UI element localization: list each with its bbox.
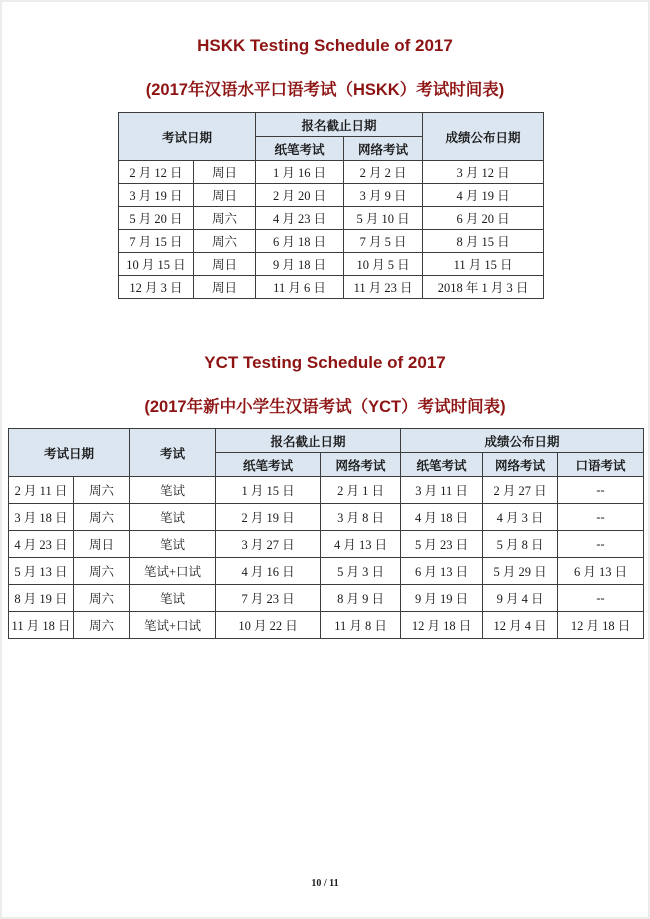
table-row xyxy=(9,558,644,585)
table-row xyxy=(119,161,544,184)
table-cell: 周日 xyxy=(194,253,256,276)
hskk-header-paper-test: 纸笔考试 xyxy=(256,137,344,161)
table-row xyxy=(9,585,644,612)
table-cell: 11 月 6 日 xyxy=(256,276,344,299)
table-cell: 6 月 20 日 xyxy=(423,207,544,230)
page-number: 10 / 11 xyxy=(311,878,339,889)
table-cell: 周六 xyxy=(194,230,256,253)
yct-header-row-1 xyxy=(9,429,644,453)
table-cell: 11 月 23 日 xyxy=(344,276,423,299)
table-cell: 12 月 18 日 xyxy=(401,612,483,639)
table-cell: 周日 xyxy=(194,184,256,207)
table-cell: 3 月 27 日 xyxy=(216,531,321,558)
table-cell: 周六 xyxy=(74,612,130,639)
table-cell: 2 月 1 日 xyxy=(321,477,401,504)
table-cell: 4 月 18 日 xyxy=(401,504,483,531)
yct-header-score-oral-test: 口语考试 xyxy=(558,453,644,477)
table-cell: 12 月 4 日 xyxy=(483,612,558,639)
table-cell: 周日 xyxy=(74,531,130,558)
table-cell: 12 月 3 日 xyxy=(119,276,194,299)
table-cell: 11 月 18 日 xyxy=(9,612,74,639)
table-cell: 周六 xyxy=(74,558,130,585)
table-cell: 3 月 9 日 xyxy=(344,184,423,207)
table-cell: 2 月 12 日 xyxy=(119,161,194,184)
yct-header-score-release: 成绩公布日期 xyxy=(401,429,644,453)
table-cell: 11 月 15 日 xyxy=(423,253,544,276)
table-cell: 周日 xyxy=(194,161,256,184)
table-cell: -- xyxy=(558,585,644,612)
table-cell: 7 月 23 日 xyxy=(216,585,321,612)
table-cell: 3 月 11 日 xyxy=(401,477,483,504)
hskk-header-score-release: 成绩公布日期 xyxy=(423,113,544,161)
yct-header-score-paper-test: 纸笔考试 xyxy=(401,453,483,477)
table-cell: 笔试 xyxy=(130,477,216,504)
table-cell: 5 月 23 日 xyxy=(401,531,483,558)
table-cell: 2 月 19 日 xyxy=(216,504,321,531)
table-cell: 笔试 xyxy=(130,585,216,612)
table-row xyxy=(9,531,644,558)
yct-header-reg-internet-test: 网络考试 xyxy=(321,453,401,477)
table-cell: 周日 xyxy=(194,276,256,299)
table-cell: 11 月 8 日 xyxy=(321,612,401,639)
table-cell: 5 月 10 日 xyxy=(344,207,423,230)
table-cell: 5 月 29 日 xyxy=(483,558,558,585)
hskk-title-chinese: (2017年汉语水平口语考试（HSKK）考试时间表) xyxy=(145,81,505,99)
table-cell: 笔试+口试 xyxy=(130,612,216,639)
table-row xyxy=(119,253,544,276)
table-row xyxy=(119,276,544,299)
hskk-header-reg-deadline: 报名截止日期 xyxy=(256,113,423,137)
table-cell: -- xyxy=(558,477,644,504)
table-cell: 3 月 19 日 xyxy=(119,184,194,207)
table-cell: 5 月 3 日 xyxy=(321,558,401,585)
table-cell: 笔试 xyxy=(130,504,216,531)
table-cell: 5 月 13 日 xyxy=(9,558,74,585)
table-cell: 4 月 13 日 xyxy=(321,531,401,558)
table-cell: 3 月 8 日 xyxy=(321,504,401,531)
table-cell: 9 月 18 日 xyxy=(256,253,344,276)
table-row xyxy=(119,207,544,230)
table-cell: 7 月 15 日 xyxy=(119,230,194,253)
table-cell: 周六 xyxy=(74,585,130,612)
table-cell: 7 月 5 日 xyxy=(344,230,423,253)
table-cell: 笔试 xyxy=(130,531,216,558)
table-cell: 周六 xyxy=(194,207,256,230)
hskk-schedule-table xyxy=(118,112,544,299)
table-cell: 1 月 16 日 xyxy=(256,161,344,184)
table-cell: 6 月 13 日 xyxy=(401,558,483,585)
table-row xyxy=(9,477,644,504)
yct-schedule-table xyxy=(8,428,644,639)
hskk-title-english: HSKK Testing Schedule of 2017 xyxy=(197,36,453,55)
table-cell: 2 月 11 日 xyxy=(9,477,74,504)
yct-header-score-internet-test: 网络考试 xyxy=(483,453,558,477)
yct-header-reg-paper-test: 纸笔考试 xyxy=(216,453,321,477)
table-cell: 4 月 23 日 xyxy=(256,207,344,230)
table-row xyxy=(9,504,644,531)
table-cell: -- xyxy=(558,531,644,558)
table-cell: 4 月 23 日 xyxy=(9,531,74,558)
table-cell: 6 月 13 日 xyxy=(558,558,644,585)
table-cell: 笔试+口试 xyxy=(130,558,216,585)
hskk-header-row-1 xyxy=(119,113,544,137)
table-row xyxy=(119,230,544,253)
yct-title-chinese: (2017年新中小学生汉语考试（YCT）考试时间表) xyxy=(144,398,506,416)
table-cell: 4 月 19 日 xyxy=(423,184,544,207)
table-cell: 2 月 20 日 xyxy=(256,184,344,207)
table-cell: 10 月 22 日 xyxy=(216,612,321,639)
table-cell: 2 月 2 日 xyxy=(344,161,423,184)
hskk-header-internet-test: 网络考试 xyxy=(344,137,423,161)
table-cell: 周六 xyxy=(74,504,130,531)
table-cell: -- xyxy=(558,504,644,531)
table-cell: 5 月 20 日 xyxy=(119,207,194,230)
table-cell: 2018 年 1 月 3 日 xyxy=(423,276,544,299)
table-cell: 2 月 27 日 xyxy=(483,477,558,504)
table-cell: 8 月 15 日 xyxy=(423,230,544,253)
table-cell: 4 月 16 日 xyxy=(216,558,321,585)
yct-header-reg-deadline: 报名截止日期 xyxy=(216,429,401,453)
table-cell: 周六 xyxy=(74,477,130,504)
hskk-header-exam-date: 考试日期 xyxy=(119,113,256,161)
table-cell: 8 月 9 日 xyxy=(321,585,401,612)
table-cell: 4 月 3 日 xyxy=(483,504,558,531)
yct-header-exam: 考试 xyxy=(130,429,216,477)
table-cell: 10 月 5 日 xyxy=(344,253,423,276)
table-cell: 3 月 18 日 xyxy=(9,504,74,531)
yct-title-english: YCT Testing Schedule of 2017 xyxy=(204,353,446,372)
table-row xyxy=(9,612,644,639)
table-cell: 5 月 8 日 xyxy=(483,531,558,558)
yct-header-exam-date: 考试日期 xyxy=(9,429,130,477)
table-cell: 9 月 19 日 xyxy=(401,585,483,612)
table-cell: 3 月 12 日 xyxy=(423,161,544,184)
table-cell: 6 月 18 日 xyxy=(256,230,344,253)
table-row xyxy=(119,184,544,207)
table-cell: 1 月 15 日 xyxy=(216,477,321,504)
table-cell: 12 月 18 日 xyxy=(558,612,644,639)
table-cell: 9 月 4 日 xyxy=(483,585,558,612)
table-cell: 8 月 19 日 xyxy=(9,585,74,612)
table-cell: 10 月 15 日 xyxy=(119,253,194,276)
